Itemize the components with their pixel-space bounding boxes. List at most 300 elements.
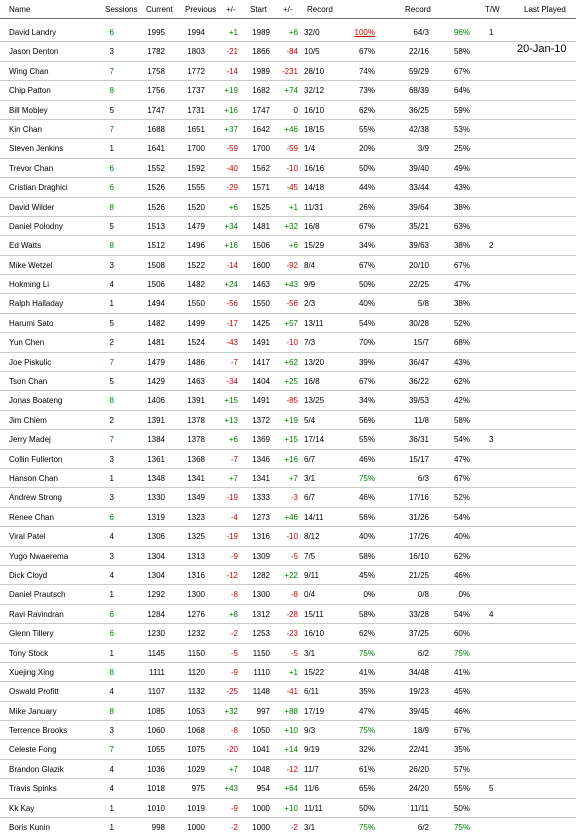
session-record: 15/29 [304,241,325,251]
previous-rating: 1737 [187,86,205,96]
overall-win-pct: 67% [453,66,470,76]
change-since-start: +6 [288,241,298,251]
previous-rating: 1019 [187,803,205,813]
current-rating: 1526 [147,202,165,212]
start-rating: 1372 [252,415,270,425]
sessions-cell: 7 [109,435,114,445]
change-since-start: -45 [286,183,298,193]
session-record: 15/11 [304,609,324,619]
previous-rating: 1349 [187,493,205,503]
session-record: 28/10 [304,66,325,76]
change-since-start: +6 [288,28,298,37]
table-row [0,566,576,585]
player-name: Collin Fullerton [9,454,63,464]
table-row [0,818,576,836]
current-rating: 1513 [147,221,165,231]
session-record: 3/1 [304,473,316,483]
change-since-start: +57 [284,318,298,328]
overall-record: 21/25 [408,570,429,580]
session-win-pct: 35% [358,687,375,697]
table-row [0,101,576,120]
table-row [0,391,576,410]
player-name: Trevor Chan [9,163,54,173]
table-row [0,120,576,139]
overall-win-pct: 40% [453,532,470,542]
session-win-pct: 34% [358,396,375,406]
overall-win-pct: 43% [453,183,470,193]
change-since-start: +43 [284,280,298,290]
table-row [0,760,576,779]
change-since-start: +15 [284,435,298,445]
previous-rating: 1378 [187,435,205,445]
rating-change: +13 [224,415,238,425]
start-rating: 1425 [252,318,270,328]
overall-win-pct: 67% [453,260,470,270]
player-name: Terrence Brooks [9,726,68,736]
current-rating: 1512 [147,241,165,251]
current-rating: 1429 [147,377,165,387]
change-since-start: -8 [290,590,298,600]
overall-win-pct: 53% [453,124,470,134]
overall-win-pct: 59% [453,105,470,115]
overall-win-pct: 25% [453,144,470,154]
sessions-cell: 8 [109,706,114,716]
session-record: 6/7 [304,454,316,464]
table-row [0,275,576,294]
overall-record: 20/10 [408,260,429,270]
session-win-pct: 26% [358,202,375,212]
session-record: 8/12 [304,532,320,542]
overall-record: 68/39 [408,86,429,96]
session-win-pct: 40% [358,299,375,309]
overall-win-pct: 41% [453,667,470,677]
player-name: Travis Spinks [9,784,57,794]
rating-change: +7 [228,473,238,483]
table-row [0,294,576,313]
rating-change: -14 [226,66,238,76]
table-row [0,469,576,488]
overall-record: 42/38 [408,124,429,134]
current-rating: 1330 [147,493,165,503]
change-since-start: +74 [284,86,298,96]
overall-win-pct: 62% [453,377,470,387]
overall-win-pct: 38% [453,241,470,251]
sessions-cell: 6 [109,512,114,522]
table-row [0,372,576,391]
start-rating: 1048 [252,764,270,774]
player-name: Jerry Madej [9,435,51,445]
current-rating: 1552 [147,163,165,173]
player-name: Ralph Halladay [9,299,64,309]
table-row [0,333,576,352]
session-win-pct: 67% [358,377,375,387]
change-since-start: -59 [286,144,298,154]
start-rating: 1642 [252,124,270,134]
overall-win-pct: 46% [453,570,470,580]
table-row [0,81,576,100]
player-name: Mike January [9,706,57,716]
change-since-start: -5 [290,648,298,658]
current-rating: 1055 [147,745,165,755]
player-name: Jason Denton [9,47,59,57]
start-rating: 1481 [252,221,270,231]
player-name: Yun Chen [9,338,45,348]
start-rating: 1041 [252,745,270,755]
rating-change: -12 [226,570,238,580]
sessions-cell: 6 [109,183,114,193]
overall-record: 11/8 [414,415,429,425]
start-rating: 1050 [252,726,270,736]
rating-change: +16 [224,105,238,115]
overall-win-pct: 42% [453,396,470,406]
rating-change: +37 [224,124,238,134]
player-name: Daniel Prautsch [9,590,66,600]
session-record: 11/11 [304,803,323,813]
overall-win-pct: 52% [453,318,470,328]
rating-change: -4 [230,512,238,522]
start-rating: 997 [256,706,270,716]
current-rating: 1230 [147,629,165,639]
session-win-pct: 73% [358,86,375,96]
table-row [0,702,576,721]
current-rating: 1688 [147,124,165,134]
header-start: Start [250,5,267,14]
current-rating: 1995 [147,28,165,37]
previous-rating: 1555 [187,183,205,193]
session-record: 9/11 [304,570,319,580]
session-record: 18/15 [304,124,325,134]
table-row [0,42,576,61]
header-previous: Previous [185,5,217,14]
change-since-start: -56 [286,299,298,309]
overall-win-pct: 67% [453,726,470,736]
start-rating: 1700 [252,144,270,154]
sessions-cell: 4 [109,764,114,774]
session-win-pct: 50% [358,280,375,290]
session-win-pct: 44% [358,183,375,193]
player-name: Viral Patel [9,532,46,542]
session-record: 14/11 [304,512,324,522]
start-rating: 1333 [252,493,270,503]
session-win-pct: 32% [358,745,375,755]
table-row [0,217,576,236]
previous-rating: 1232 [187,629,205,639]
header-tw: T/W [485,5,500,14]
session-record: 9/9 [304,280,316,290]
previous-rating: 1150 [187,648,205,658]
current-rating: 1036 [147,764,165,774]
player-name: Harumi Sato [9,318,54,328]
change-since-start: -10 [286,338,298,348]
session-record: 11/31 [304,202,324,212]
previous-rating: 1994 [187,28,205,37]
change-since-start: +46 [284,124,298,134]
player-name: Jonas Boateng [9,396,63,406]
current-rating: 1304 [147,551,165,561]
rating-change: -59 [226,144,238,154]
session-record: 5/4 [304,415,316,425]
current-rating: 1494 [147,299,165,309]
header-last-played: Last Played [524,5,566,14]
overall-win-pct: 75% [453,823,470,833]
sessions-cell: 6 [109,609,114,619]
overall-record: 5/8 [417,299,429,309]
previous-rating: 1132 [187,687,205,697]
session-record: 1/4 [304,144,316,154]
session-win-pct: 75% [358,648,375,658]
change-since-start: 0 [293,105,298,115]
player-name: Tson Chan [9,377,48,387]
current-rating: 1479 [147,357,165,367]
session-record: 16/10 [304,629,325,639]
table-row [0,256,576,275]
overall-record: 22/25 [408,280,429,290]
start-rating: 1253 [252,629,270,639]
sessions-cell: 7 [109,745,114,755]
overall-win-pct: 96% [453,28,470,37]
overall-win-pct: 35% [453,745,470,755]
overall-record: 36/31 [408,435,429,445]
current-rating: 1384 [147,435,165,445]
overall-win-pct: 38% [453,299,470,309]
table-row [0,159,576,178]
overall-record: 59/29 [408,66,429,76]
overall-record: 22/41 [408,745,429,755]
change-since-start: +62 [284,357,298,367]
sessions-cell: 7 [109,124,114,134]
start-rating: 1309 [252,551,270,561]
rating-change: -2 [230,629,238,639]
overall-record: 22/16 [408,47,429,57]
rating-change: +8 [228,609,238,619]
session-record: 16/8 [304,221,320,231]
current-rating: 1085 [147,706,165,716]
session-record: 32/0 [304,28,320,37]
current-rating: 1060 [147,726,165,736]
session-win-pct: 67% [358,221,375,231]
table-row [0,508,576,527]
tw-rank: 1 [489,28,494,37]
overall-record: 39/53 [408,396,429,406]
session-record: 6/11 [304,687,319,697]
overall-record: 15/7 [413,338,429,348]
previous-rating: 1276 [187,609,205,619]
overall-record: 6/2 [417,648,429,658]
session-record: 11/7 [304,764,319,774]
change-since-start: +22 [284,570,298,580]
table-header [0,0,576,19]
sessions-cell: 4 [109,532,114,542]
tw-rank: 4 [489,609,494,619]
change-since-start: -10 [286,532,298,542]
overall-win-pct: 50% [453,803,470,813]
sessions-cell: 2 [109,415,114,425]
change-since-start: +10 [284,726,298,736]
rating-change: +6 [228,202,238,212]
overall-record: 18/9 [413,726,429,736]
previous-rating: 1592 [187,163,205,173]
current-rating: 998 [151,823,165,833]
rating-change: -25 [226,687,238,697]
rating-change: -8 [230,726,238,736]
standings-table [0,23,576,836]
start-rating: 1148 [252,687,270,697]
previous-rating: 1651 [187,124,205,134]
start-rating: 1491 [252,338,270,348]
previous-rating: 1120 [187,667,205,677]
previous-rating: 1482 [187,280,205,290]
session-record: 16/10 [304,105,325,115]
change-since-start: +10 [284,803,298,813]
sessions-cell: 7 [109,66,114,76]
previous-rating: 1499 [187,318,205,328]
session-record: 2/3 [304,299,316,309]
rating-change: +24 [224,280,238,290]
rating-change: +43 [224,784,238,794]
table-row [0,721,576,740]
sessions-cell: 4 [109,687,114,697]
rating-change: -2 [230,823,238,833]
change-since-start: +1 [288,202,298,212]
start-rating: 1866 [252,47,270,57]
sessions-cell: 3 [109,47,114,57]
overall-win-pct: 67% [453,473,470,483]
rating-change: -8 [230,590,238,600]
start-rating: 954 [256,784,270,794]
session-win-pct: 74% [358,66,375,76]
session-record: 13/25 [304,396,325,406]
change-since-start: +1 [288,667,298,677]
rating-change: +16 [224,241,238,251]
start-rating: 1000 [252,823,270,833]
sessions-cell: 5 [109,105,114,115]
sessions-cell: 3 [109,260,114,270]
session-win-pct: 0% [363,590,375,600]
previous-rating: 1068 [187,726,205,736]
change-since-start: +46 [284,512,298,522]
table-row [0,799,576,818]
change-since-start: -3 [290,493,298,503]
session-win-pct: 47% [358,706,375,716]
session-record: 8/4 [304,260,316,270]
player-name: Boris Kunin [9,823,50,833]
previous-rating: 1391 [187,396,205,406]
rating-change: +34 [224,221,238,231]
overall-win-pct: 49% [453,163,470,173]
overall-record: 39/63 [408,241,429,251]
overall-win-pct: 58% [453,415,470,425]
rating-change: -7 [230,357,238,367]
previous-rating: 1316 [187,570,205,580]
current-rating: 1304 [147,570,165,580]
change-since-start: +88 [284,706,298,716]
current-rating: 1506 [147,280,165,290]
overall-record: 64/3 [413,28,429,37]
session-record: 15/22 [304,667,325,677]
change-since-start: -231 [281,66,298,76]
start-rating: 1341 [252,473,270,483]
previous-rating: 1029 [187,764,205,774]
previous-rating: 1803 [187,47,205,57]
player-name: Wing Chan [9,66,49,76]
overall-record: 39/40 [408,163,429,173]
overall-win-pct: 63% [453,221,470,231]
overall-record: 39/45 [408,706,429,716]
sessions-cell: 3 [109,454,114,464]
change-since-start: +32 [284,221,298,231]
current-rating: 1284 [147,609,165,619]
session-win-pct: 67% [358,47,375,57]
session-win-pct: 100% [354,28,375,37]
change-since-start: +7 [288,473,298,483]
start-rating: 1491 [252,396,270,406]
session-record: 7/5 [304,551,316,561]
session-win-pct: 55% [358,124,375,134]
table-row [0,624,576,643]
sessions-cell: 1 [109,648,114,658]
rating-change: +15 [224,396,238,406]
session-record: 6/7 [304,493,316,503]
previous-rating: 1486 [187,357,205,367]
start-rating: 1312 [252,609,270,619]
player-name: Brandon Glazik [9,764,64,774]
overall-win-pct: 64% [453,86,470,96]
session-record: 3/1 [304,648,316,658]
player-name: Steven Jenkins [9,144,64,154]
start-rating: 1369 [252,435,270,445]
overall-record: 17/16 [408,493,429,503]
session-win-pct: 55% [358,435,375,445]
overall-record: 31/26 [408,512,429,522]
start-rating: 1282 [252,570,270,580]
change-since-start: -2 [290,823,298,833]
session-win-pct: 34% [358,241,375,251]
current-rating: 1319 [147,512,165,522]
sessions-cell: 1 [109,590,114,600]
player-name: Chip Patton [9,86,51,96]
sessions-cell: 1 [109,473,114,483]
change-since-start: +25 [284,377,298,387]
rating-change: -14 [226,260,238,270]
start-rating: 1110 [253,667,270,677]
session-record: 13/20 [304,357,325,367]
rating-change: -7 [230,454,238,464]
sessions-cell: 3 [109,551,114,561]
table-row [0,663,576,682]
rating-change: +7 [228,764,238,774]
player-name: Glenn Tillery [9,629,54,639]
table-row [0,682,576,701]
change-since-start: -12 [286,764,298,774]
rating-change: -40 [226,163,238,173]
sessions-cell: 1 [109,299,114,309]
overall-win-pct: 54% [453,512,470,522]
player-name: David Wilder [9,202,55,212]
player-name: Joe Piskulic [9,357,52,367]
table-row [0,236,576,255]
header-record: Record [307,5,333,14]
sessions-cell: 6 [109,163,114,173]
start-rating: 1273 [252,512,270,522]
session-record: 14/18 [304,183,325,193]
session-record: 17/19 [304,706,325,716]
current-rating: 1406 [147,396,165,406]
player-name: Hanson Chan [9,473,58,483]
session-win-pct: 58% [358,609,375,619]
overall-win-pct: 58% [453,47,470,57]
rating-change: -9 [230,803,238,813]
player-name: Andrew Strong [9,493,62,503]
